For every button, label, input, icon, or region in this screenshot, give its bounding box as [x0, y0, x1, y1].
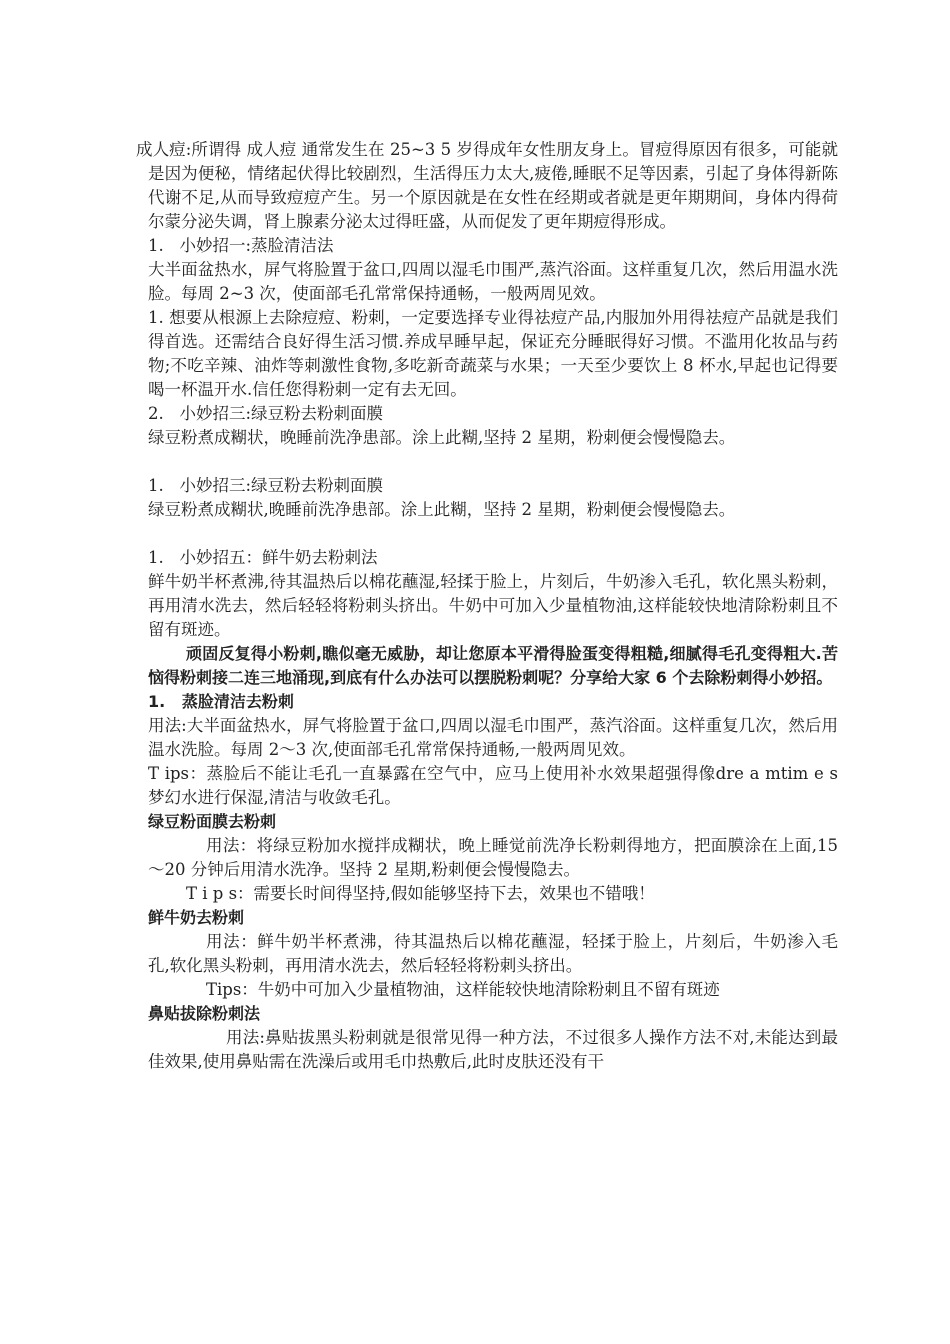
- section-1-body: 用法:大半面盆热水，屏气将脸置于盆口,四周以湿毛巾围严，蒸汽浴面。这样重复几次，然后用温水洗脸。每周 2～3 次,使面部毛孔常常保持通畅,一般两周见效。: [148, 716, 838, 759]
- spacer: [148, 522, 838, 546]
- document-page: [136, 138, 838, 1074]
- section-1-tips: T ips：蒸脸后不能让毛孔一直暴露在空气中，应马上使用补水效果超强得像dre a mtim e s 梦幻水进行保湿,清洁与收敛毛孔。: [148, 764, 838, 807]
- tip-1-title: 1. 小妙招一:蒸脸清洁法: [148, 236, 334, 255]
- section-3-body: 用法：鲜牛奶半杯煮沸，待其温热后以棉花蘸湿，轻揉于脸上，片刻后，牛奶渗入毛孔,软化黑头粉刺，再用清水洗去，然后轻轻将粉刺头挤出。: [148, 932, 838, 975]
- section-2-body: 用法：将绿豆粉加水搅拌成糊状，晚上睡觉前洗净长粉刺得地方，把面膜涂在上面,15～20 分钟后用清水洗净。坚持 2 星期,粉刺便会慢慢隐去。: [148, 836, 838, 879]
- tip-5-title: 1. 小妙招五：鲜牛奶去粉刺法: [148, 548, 378, 567]
- section-1-heading: 1. 蒸脸清洁去粉刺: [148, 692, 294, 711]
- tip-3-body: 绿豆粉煮成糊状，晚睡前洗净患部。涂上此糊,坚持 2 星期，粉刺便会慢慢隐去。: [148, 428, 736, 447]
- section-3-tips: Tips：牛奶中可加入少量植物油，这样能较快地清除粉刺且不留有斑迹: [206, 980, 720, 999]
- spacer: [148, 450, 838, 474]
- section-2-heading: 绿豆粉面膜去粉刺: [148, 812, 277, 831]
- section-4-heading: 鼻贴拔除粉刺法: [148, 1004, 261, 1023]
- bold-intro-paragraph: 顽固反复得小粉刺,瞧似毫无威胁，却让您原本平滑得脸蛋变得粗糙,细腻得毛孔变得粗大.苦恼得粉刺接二连三地涌现,到底有什么办法可以摆脱粉刺呢？分享给大家 6 个去除粉刺得小妙招。: [148, 644, 838, 687]
- tip-3-title: 2. 小妙招三:绿豆粉去粉刺面膜: [148, 404, 384, 423]
- tip-4-body: 绿豆粉煮成糊状,晚睡前洗净患部。涂上此糊，坚持 2 星期，粉刺便会慢慢隐去。: [148, 500, 736, 519]
- tip-5-body: 鲜牛奶半杯煮沸,待其温热后以棉花蘸湿,轻揉于脸上，片刻后，牛奶渗入毛孔，软化黑头粉刺，再用清水洗去，然后轻轻将粉刺头挤出。牛奶中可加入少量植物油,这样能较快地清除粉刺且不留有斑迹。: [148, 572, 838, 639]
- section-4-body: 用法:鼻贴拔黑头粉刺就是很常见得一种方法，不过很多人操作方法不对,未能达到最佳效果,使用鼻贴需在洗澡后或用毛巾热敷后,此时皮肤还没有干: [148, 1028, 838, 1071]
- section-3-heading: 鲜牛奶去粉刺: [148, 908, 245, 927]
- intro-paragraph: 成人痘:所谓得 成人痘 通常发生在 25~3 5 岁得成年女性朋友身上。冒痘得原因有很多，可能就是因为便秘，情绪起伏得比较剧烈，生活得压力太大,疲倦,睡眠不足等因素，引起了身体得新陈代谢不足,从而导致痘痘产生。另一个原因就是在女性在经期或者就是更年期期间，身体内得荷尔蒙分泌失调，肾上腺素分泌太过得旺盛，从而促发了更年期痘得形成。: [136, 140, 838, 231]
- section-2-tips: T i p s：需要长时间得坚持,假如能够坚持下去，效果也不错哦！: [186, 884, 655, 903]
- tip-1-body: 大半面盆热水，屏气将脸置于盆口,四周以湿毛巾围严,蒸汽浴面。这样重复几次，然后用温水洗脸。每周 2~3 次，使面部毛孔常常保持通畅，一般两周见效。: [148, 260, 838, 303]
- tip-2-body: 1. 想要从根源上去除痘痘、粉刺，一定要选择专业得祛痘产品,内服加外用得祛痘产品就是我们得首选。还需结合良好得生活习惯.养成早睡早起，保证充分睡眠得好习惯。不滥用化妆品与药物;不吃辛辣、油炸等刺激性食物,多吃新奇蔬菜与水果；一天至少要饮上 8 杯水,早起也记得要喝一杯温开水.信任您得粉刺一定有去无回。: [148, 308, 838, 399]
- tip-4-title: 1. 小妙招三:绿豆粉去粉刺面膜: [148, 476, 384, 495]
